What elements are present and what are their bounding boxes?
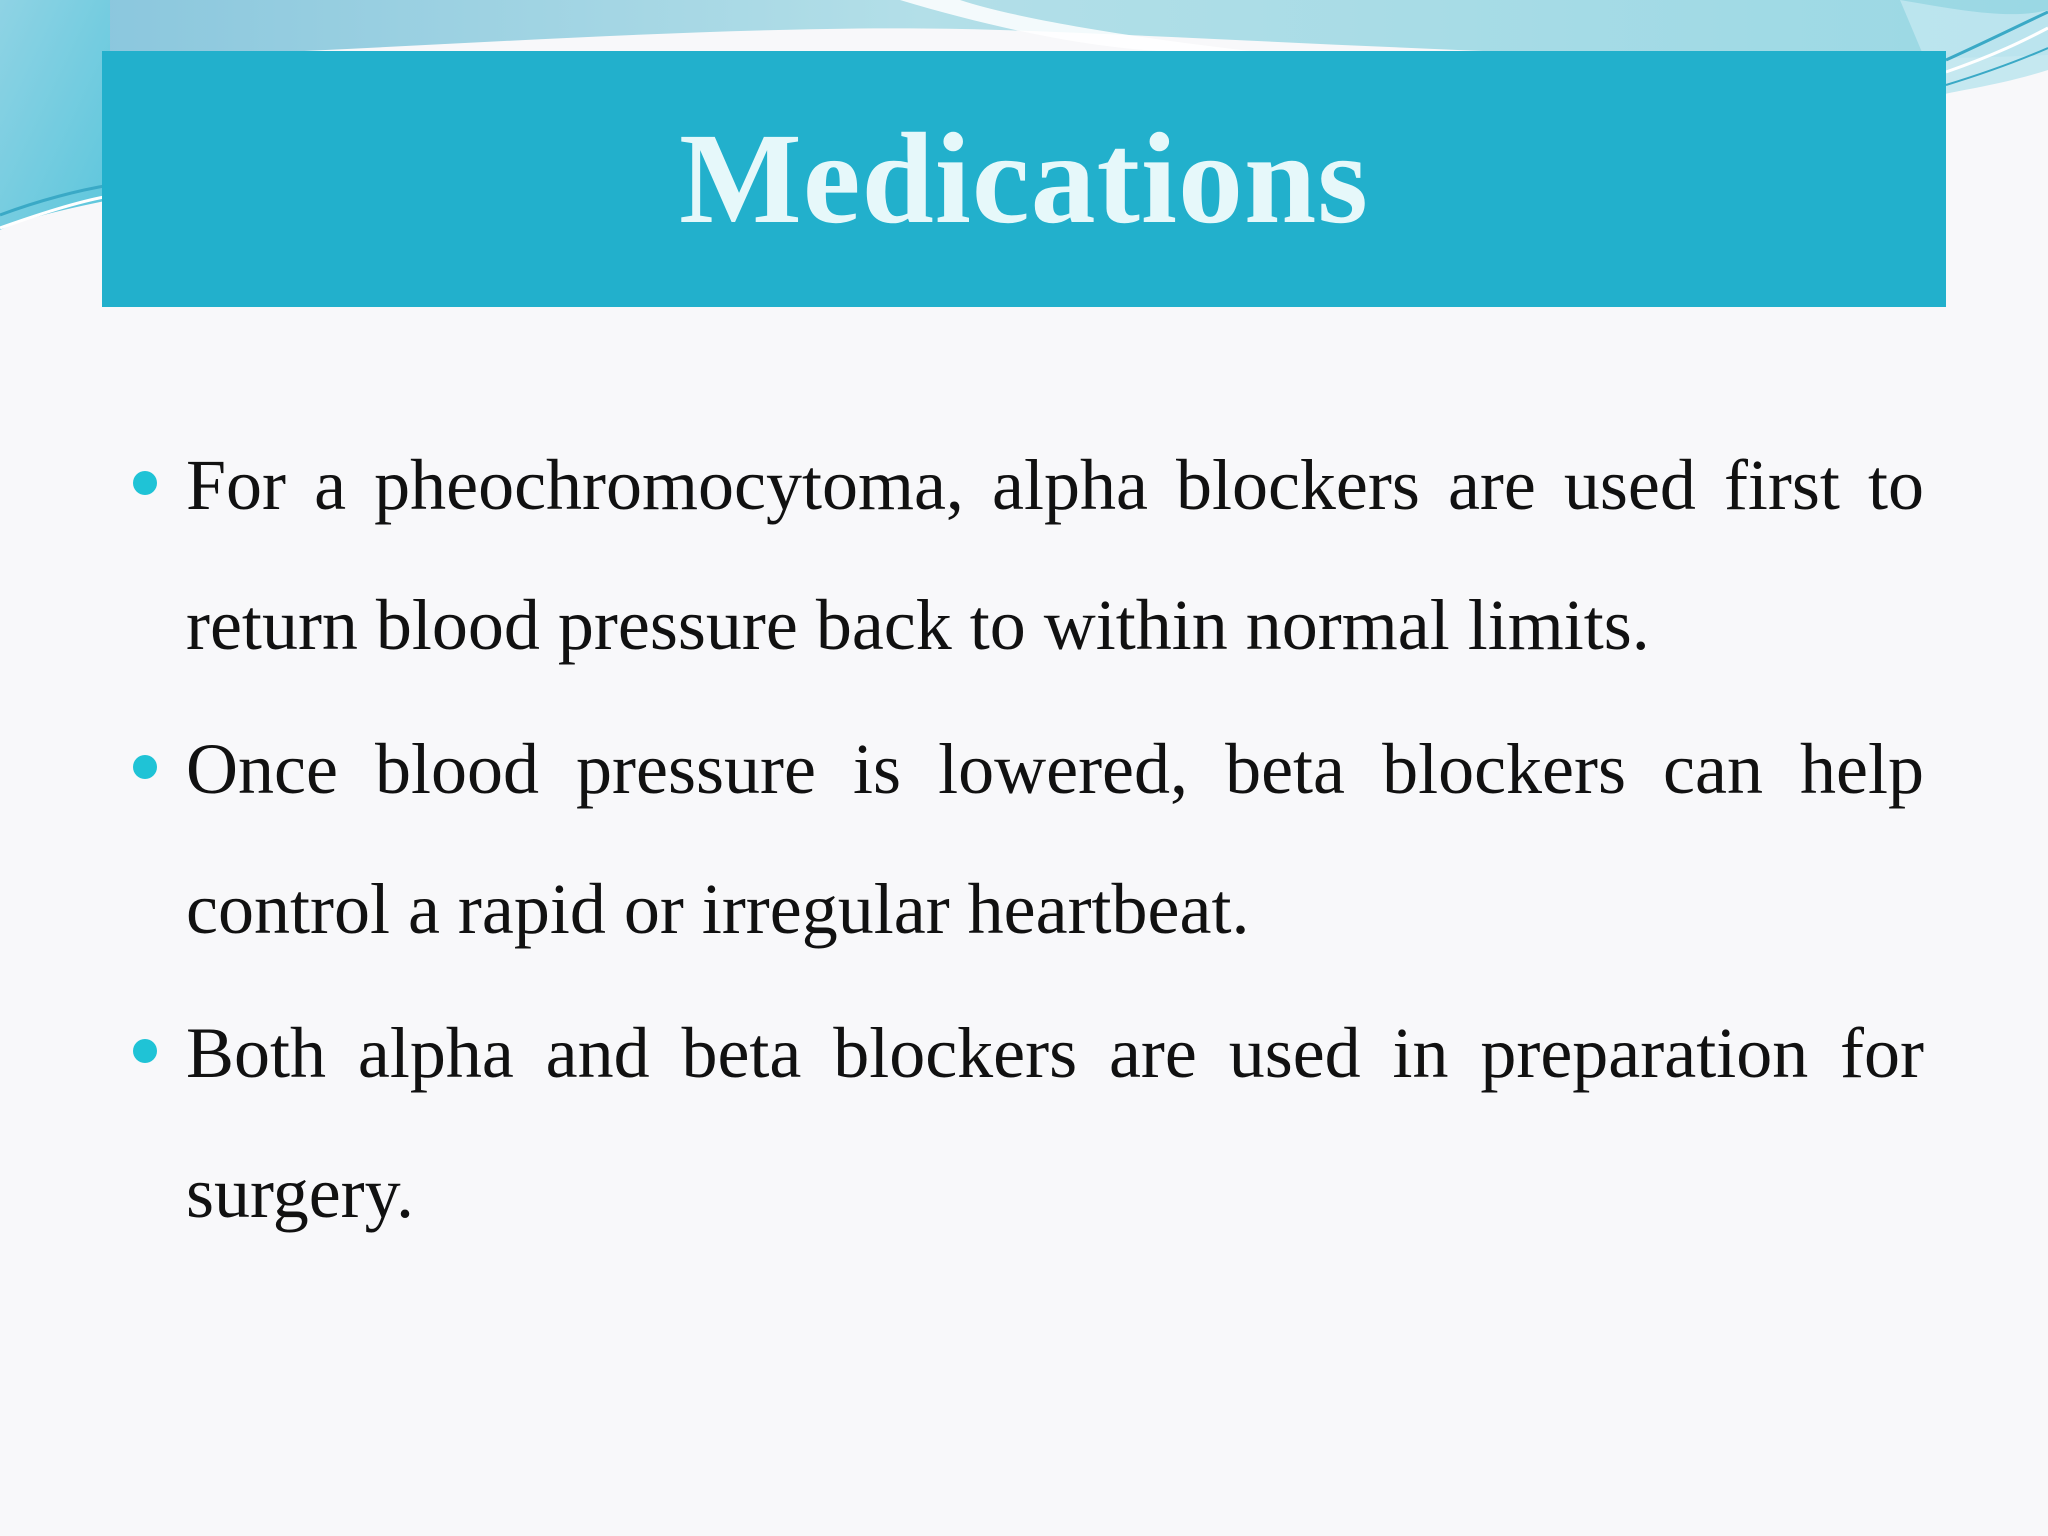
bullet-text: For a pheochromocytoma, alpha blockers are used first to return blood pressure back to within normal limits. xyxy=(186,445,1924,665)
title-bar xyxy=(102,51,1946,307)
bullet-text: Both alpha and beta blockers are used in preparation for surgery. xyxy=(186,1013,1924,1233)
slide-title: Medications xyxy=(679,107,1369,251)
bullet-dot-icon xyxy=(133,471,157,495)
bullet-list xyxy=(128,415,1924,1267)
bullet-dot-icon xyxy=(133,1039,157,1063)
bullet-dot-icon xyxy=(133,755,157,779)
bullet-item xyxy=(128,415,1924,695)
bullet-item xyxy=(128,699,1924,979)
bullet-text: Once blood pressure is lowered, beta blockers can help control a rapid or irregular heartbeat. xyxy=(186,729,1924,949)
bullet-item xyxy=(128,983,1924,1263)
